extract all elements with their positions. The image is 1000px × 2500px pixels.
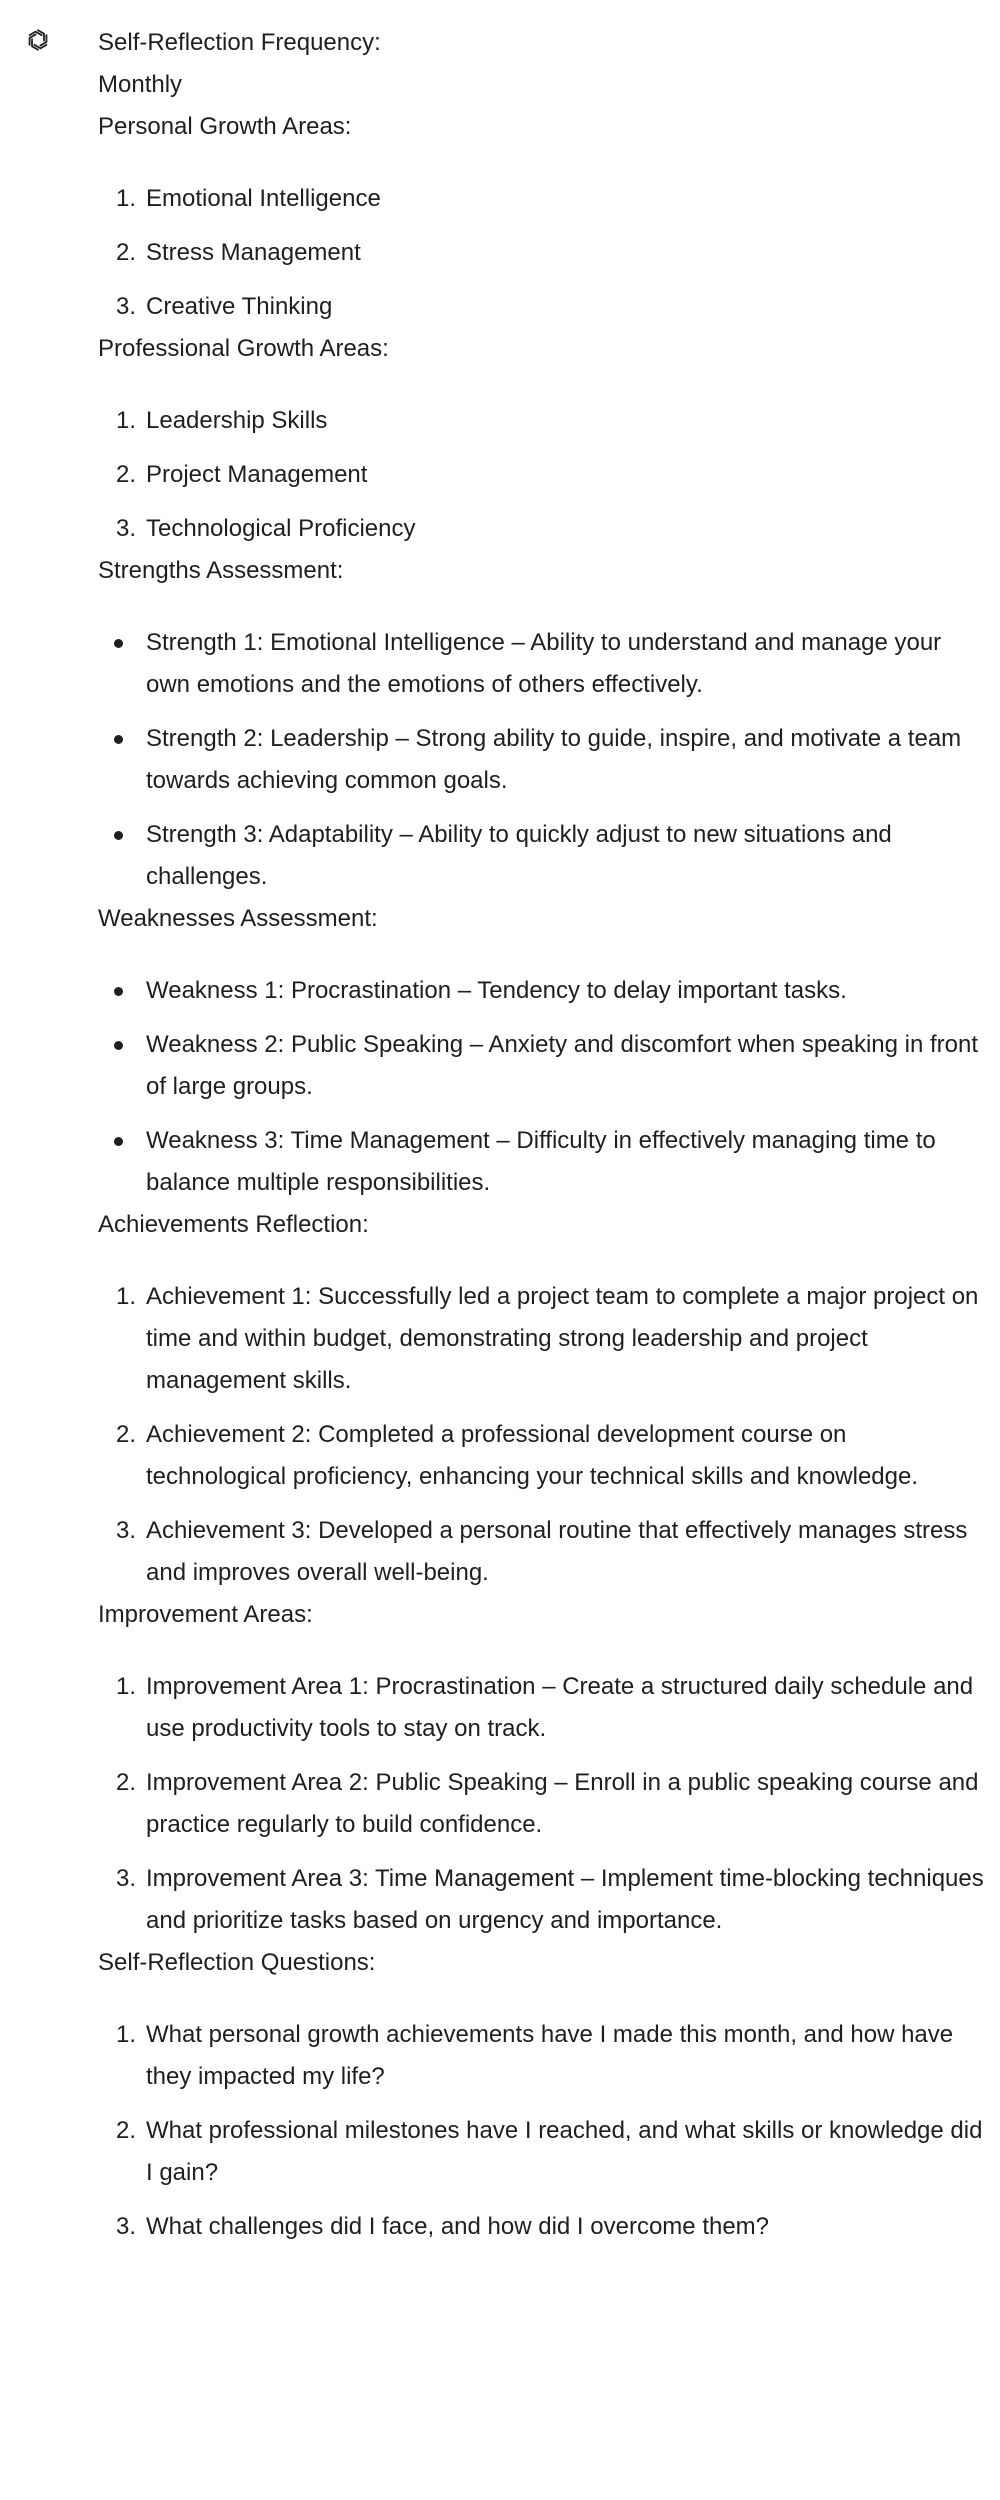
bullet-dot [114, 831, 123, 840]
list-item [98, 2110, 988, 2194]
list-item [98, 814, 988, 898]
message-content [98, 22, 988, 2248]
list-item [98, 1858, 988, 1942]
list-item-text: Strength 1: Emotional Intelligence – Ability to understand and manage your own emotions and the emotions of others effectively. [146, 629, 942, 698]
list-item-text: Achievement 1: Successfully led a project team to complete a major project on time and within budget, demonstrating strong leadership and project management skills. [146, 1283, 979, 1394]
list-number: 2. [115, 1421, 136, 1448]
list-number: 1. [115, 1673, 136, 1700]
list-item-text: Achievement 2: Completed a professional development course on technological proficiency, enhancing your technical skills and knowledge. [146, 1421, 919, 1490]
list-item [98, 1276, 988, 1402]
list-item [98, 232, 988, 274]
list-number: 1. [115, 407, 136, 434]
section-title-personal-growth: Personal Growth Areas: [98, 113, 352, 140]
list-item-text: Strength 2: Leadership – Strong ability to guide, inspire, and motivate a team towards achieving common goals. [146, 725, 962, 794]
list-item-text: Strength 3: Adaptability – Ability to quickly adjust to new situations and challenges. [146, 821, 892, 890]
list-item-text: Improvement Area 1: Procrastination – Create a structured daily schedule and use productivity tools to stay on track. [146, 1673, 974, 1742]
reflection-questions-list [98, 2014, 988, 2248]
list-item-text: Creative Thinking [146, 293, 333, 320]
list-item-text: Weakness 2: Public Speaking – Anxiety and discomfort when speaking in front of large groups. [146, 1031, 979, 1100]
bullet-dot [114, 1041, 123, 1050]
list-item-text: Weakness 1: Procrastination – Tendency to delay important tasks. [146, 977, 847, 1004]
list-number: 3. [115, 1865, 136, 1892]
improvement-areas-list [98, 1666, 988, 1942]
list-item [98, 2014, 988, 2098]
list-item-text: What challenges did I face, and how did I overcome them? [146, 2213, 770, 2240]
list-number: 2. [115, 1769, 136, 1796]
list-item-text: Achievement 3: Developed a personal routine that effectively manages stress and improves overall well-being. [146, 1517, 968, 1586]
list-item [98, 286, 988, 328]
weaknesses-list [98, 970, 988, 1204]
strengths-list [98, 622, 988, 898]
bullet-dot [114, 1137, 123, 1146]
section-title-professional-growth: Professional Growth Areas: [98, 335, 389, 362]
assistant-avatar [20, 22, 56, 58]
list-item [98, 718, 988, 802]
list-item [98, 178, 988, 220]
section-title-improvement-areas: Improvement Areas: [98, 1601, 313, 1628]
list-item-text: Weakness 3: Time Management – Difficulty in effectively managing time to balance multiple responsibilities. [146, 1127, 936, 1196]
section-title-strengths: Strengths Assessment: [98, 557, 344, 584]
list-item-text: Improvement Area 3: Time Management – Implement time-blocking techniques and prioritize tasks based on urgency and importance. [146, 1865, 984, 1934]
list-item-text: Project Management [146, 461, 368, 488]
list-number: 2. [115, 2117, 136, 2144]
list-item [98, 508, 988, 550]
list-item [98, 1024, 988, 1108]
professional-growth-list [98, 400, 988, 550]
list-number: 2. [115, 239, 136, 266]
list-number: 3. [115, 293, 136, 320]
list-item [98, 1120, 988, 1204]
list-item-text: Improvement Area 2: Public Speaking – Enroll in a public speaking course and practice regularly to build confidence. [146, 1769, 979, 1838]
list-number: 3. [115, 1517, 136, 1544]
list-item-text: Emotional Intelligence [146, 185, 381, 212]
section-title-reflection-questions: Self-Reflection Questions: [98, 1949, 376, 1976]
list-item-text: What professional milestones have I reached, and what skills or knowledge did I gain? [146, 2117, 983, 2186]
list-item [98, 1666, 988, 1750]
list-number: 2. [115, 461, 136, 488]
list-item-text: Leadership Skills [146, 407, 328, 434]
list-item [98, 970, 988, 1012]
list-item [98, 400, 988, 442]
frequency-label: Self-Reflection Frequency: [98, 29, 381, 56]
list-item [98, 454, 988, 496]
section-title-achievements: Achievements Reflection: [98, 1211, 369, 1238]
bullet-dot [114, 735, 123, 744]
list-item-text: What personal growth achievements have I made this month, and how have they impacted my life? [146, 2021, 954, 2090]
list-number: 1. [115, 185, 136, 212]
list-item [98, 622, 988, 706]
list-number: 1. [115, 1283, 136, 1310]
frequency-value: Monthly [98, 71, 183, 98]
list-item-text: Technological Proficiency [146, 515, 416, 542]
personal-growth-list [98, 178, 988, 328]
list-item [98, 2206, 988, 2248]
achievements-list [98, 1276, 988, 1594]
bullet-dot [114, 987, 123, 996]
list-number: 3. [115, 515, 136, 542]
list-number: 1. [115, 2021, 136, 2048]
list-number: 3. [115, 2213, 136, 2240]
bullet-dot [114, 639, 123, 648]
list-item [98, 1414, 988, 1498]
list-item [98, 1762, 988, 1846]
list-item-text: Stress Management [146, 239, 361, 266]
list-item [98, 1510, 988, 1594]
openai-logo-icon [23, 25, 53, 55]
section-title-weaknesses: Weaknesses Assessment: [98, 905, 378, 932]
